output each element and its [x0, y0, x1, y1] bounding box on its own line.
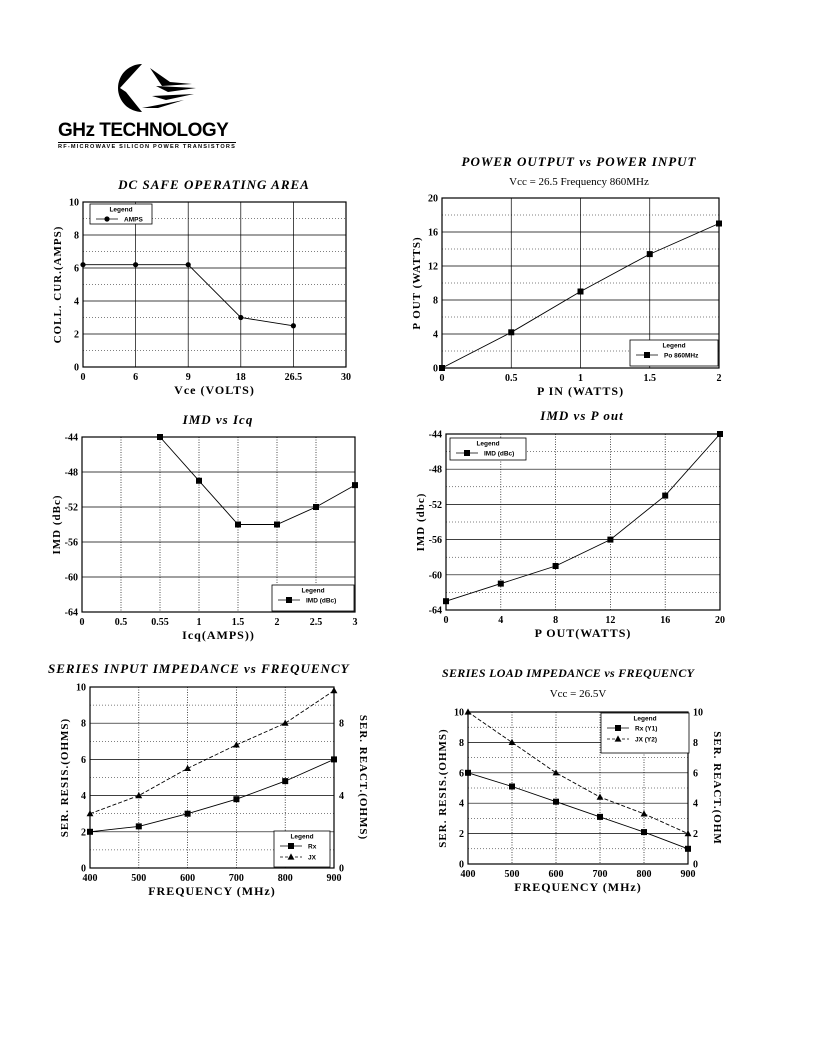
imd-pout-chart [410, 426, 745, 644]
y-tick-label: 6 [81, 754, 86, 766]
y-tick-label: 0 [81, 863, 86, 875]
y2-tick-label: 4 [693, 798, 698, 810]
legend-label: Rx [308, 843, 317, 851]
x-tick-label: 700 [228, 873, 244, 884]
y2-tick-label: 8 [693, 737, 698, 749]
x-axis-label: P IN (WATTS) [536, 384, 625, 398]
y2-tick-label: 0 [693, 859, 698, 871]
legend-marker [104, 216, 109, 221]
y-tick-label: 2 [74, 329, 79, 341]
data-point [80, 262, 85, 267]
y-axis-label: P OUT (WATTS) [411, 236, 423, 330]
legend [630, 340, 718, 366]
data-point [87, 829, 93, 835]
data-point [607, 537, 613, 543]
data-point [235, 522, 241, 528]
x-tick-label: 0.5 [114, 617, 128, 628]
soa-chart [50, 195, 370, 400]
y-axis-label: IMD (dBc) [51, 494, 63, 555]
legend [601, 713, 689, 753]
legend-label: AMPS [124, 216, 143, 224]
data-point [553, 563, 559, 569]
data-point [553, 769, 560, 775]
y-tick-label: 20 [428, 193, 438, 205]
legend [274, 831, 330, 867]
data-point [717, 431, 723, 437]
data-point [509, 739, 516, 745]
x-tick-label: 1.5 [231, 617, 245, 628]
y-tick-label: 8 [459, 737, 464, 749]
legend-label: Po 860MHz [664, 352, 699, 360]
data-point [282, 720, 289, 726]
x-tick-label: 400 [82, 873, 98, 884]
series-line [90, 691, 334, 814]
y-tick-label: 0 [433, 363, 438, 375]
y-tick-label: 4 [81, 791, 86, 803]
x-tick-label: 500 [504, 869, 520, 880]
data-point [331, 756, 337, 762]
data-point [184, 765, 191, 771]
x-axis-label: FREQUENCY (MHz) [514, 880, 642, 894]
y-tick-label: -60 [428, 570, 442, 582]
data-point [282, 778, 288, 784]
legend [90, 204, 152, 224]
y-tick-label: 2 [81, 827, 86, 839]
company-logo [58, 62, 248, 154]
logo-mark [112, 62, 252, 114]
y-tick-label: 10 [69, 197, 79, 209]
data-point [331, 687, 338, 693]
legend-title: Legend [301, 587, 325, 595]
y-tick-label: -64 [428, 605, 442, 617]
x-tick-label: 20 [715, 615, 725, 626]
legend-title: Legend [633, 715, 657, 723]
x-tick-label: 900 [680, 869, 696, 880]
y-tick-label: -64 [64, 607, 78, 619]
legend-label: IMD (dBc) [306, 597, 337, 605]
y2-tick-label: 8 [339, 718, 344, 730]
legend-title: Legend [476, 440, 500, 448]
y2-tick-label: 2 [693, 829, 698, 841]
y-tick-label: 16 [428, 227, 438, 239]
y-tick-label: -60 [64, 572, 78, 584]
data-point [133, 262, 138, 267]
y-tick-label: -56 [428, 535, 442, 547]
x-tick-label: 600 [180, 873, 196, 884]
logo-wordmark: GHz TECHNOLOGY [58, 120, 229, 141]
x-tick-label: 30 [341, 372, 351, 383]
x-tick-label: 16 [660, 615, 671, 626]
x-tick-label: 6 [133, 372, 139, 383]
series-line [160, 437, 355, 525]
logo-tagline: RF-MICROWAVE SILICON POWER TRANSISTORS [58, 144, 237, 150]
pout-pin-chart-subtitle: Vcc = 26.5 Frequency 860MHz [509, 176, 649, 188]
x-tick-label: 0 [439, 373, 445, 384]
series-jx [87, 687, 338, 816]
data-point [597, 794, 604, 800]
data-point [553, 799, 559, 805]
y-tick-label: -44 [428, 429, 442, 441]
x-tick-label: 700 [592, 869, 608, 880]
legend-marker [615, 725, 621, 731]
x-tick-label: 1 [196, 617, 202, 628]
pout-pin-chart [405, 192, 745, 402]
y-tick-label: -48 [428, 464, 442, 476]
x-axis-label: Icq(AMPS)) [182, 628, 255, 642]
y-tick-label: 8 [81, 718, 86, 730]
x-tick-label: 900 [326, 873, 342, 884]
y-tick-label: 6 [74, 263, 79, 275]
y-tick-label: 2 [459, 829, 464, 841]
y2-axis-label: SER. REACT.(OHMS) [357, 714, 369, 841]
data-point [578, 289, 584, 295]
x-tick-label: 0.5 [505, 373, 518, 384]
legend-marker [286, 597, 292, 603]
y-tick-label: -48 [64, 467, 78, 479]
y-tick-label: -52 [64, 502, 78, 514]
data-point [274, 522, 280, 528]
x-tick-label: 9 [185, 372, 191, 383]
data-point [597, 814, 603, 820]
data-point [509, 783, 515, 789]
y-tick-label: 0 [74, 362, 79, 374]
x-tick-label: 2.5 [309, 617, 323, 628]
y-axis-label: COLL. CUR.(AMPS) [52, 225, 64, 344]
y-tick-label: 10 [76, 682, 86, 694]
legend [450, 438, 526, 460]
x-tick-label: 1 [578, 373, 583, 384]
data-point [291, 323, 296, 328]
y-tick-label: 12 [428, 261, 438, 273]
data-point [136, 823, 142, 829]
data-point [196, 478, 202, 484]
x-tick-label: 0 [79, 617, 85, 628]
data-point [313, 504, 319, 510]
series-line [468, 773, 688, 849]
x-tick-label: 26.5 [284, 372, 303, 383]
data-point [439, 365, 445, 371]
grid [83, 202, 346, 367]
legend [272, 585, 354, 611]
x-axis-label: Vce (VOLTS) [174, 383, 255, 397]
x-tick-label: 18 [235, 372, 246, 383]
x-tick-label: 0 [443, 615, 449, 626]
legend-label: JX (Y2) [635, 736, 658, 744]
imd-pout-chart-title: IMD vs P out [540, 408, 624, 423]
x-tick-label: 1.5 [643, 373, 656, 384]
data-point [662, 493, 668, 499]
x-tick-label: 800 [636, 869, 652, 880]
data-point [186, 262, 191, 267]
pout-pin-chart-title: POWER OUTPUT vs POWER INPUT [461, 154, 697, 169]
load-imp-chart-title: SERIES LOAD IMPEDANCE vs FREQUENCY [442, 666, 695, 680]
legend-title: Legend [109, 206, 133, 214]
legend-title: Legend [662, 342, 686, 350]
data-point [185, 811, 191, 817]
imd-icq-chart-title: IMD vs Icq [182, 412, 254, 427]
legend-marker [464, 450, 470, 456]
x-tick-label: 500 [131, 873, 147, 884]
y-tick-label: 0 [459, 859, 464, 871]
data-point [233, 741, 240, 747]
data-point [443, 598, 449, 604]
y2-tick-label: 0 [339, 863, 344, 875]
y-tick-label: 6 [459, 768, 464, 780]
series-rx-y1- [465, 770, 691, 852]
x-tick-label: 600 [548, 869, 564, 880]
x-tick-label: 0 [80, 372, 86, 383]
x-axis-label: FREQUENCY (MHz) [148, 884, 276, 898]
x-tick-label: 2 [274, 617, 280, 628]
data-point [685, 830, 692, 836]
y2-axis-label: SER. REACT.(OHM [711, 731, 723, 845]
y-tick-label: 4 [459, 798, 464, 810]
legend-label: IMD (dBc) [484, 450, 515, 458]
data-point [716, 221, 722, 227]
data-point [647, 251, 653, 257]
data-point [508, 329, 514, 335]
y2-tick-label: 10 [693, 707, 703, 719]
input-imp-chart [50, 680, 380, 902]
y-tick-label: 4 [433, 329, 438, 341]
x-tick-label: 2 [716, 373, 722, 384]
data-point [135, 792, 142, 798]
legend-marker [644, 352, 650, 358]
y-axis-label: SER. RESIS.(OHMS) [437, 728, 449, 848]
data-point [233, 796, 239, 802]
y-tick-label: -52 [428, 499, 442, 511]
legend-title: Legend [290, 833, 314, 841]
y-tick-label: -56 [64, 537, 78, 549]
data-point [685, 846, 691, 852]
x-tick-label: 8 [553, 615, 559, 626]
data-point [157, 434, 163, 440]
x-axis-label: P OUT(WATTS) [534, 626, 632, 640]
imd-icq-chart [50, 430, 370, 645]
y-tick-label: 8 [433, 295, 438, 307]
legend-label: Rx (Y1) [635, 725, 658, 733]
load-imp-chart-subtitle: Vcc = 26.5V [549, 688, 607, 700]
legend-marker [288, 843, 294, 849]
x-tick-label: 4 [498, 615, 504, 626]
data-point [465, 770, 471, 776]
x-tick-label: 3 [352, 617, 358, 628]
data-point [238, 315, 243, 320]
x-tick-label: 12 [605, 615, 616, 626]
data-point [352, 482, 358, 488]
x-tick-label: 400 [460, 869, 476, 880]
y2-tick-label: 6 [693, 768, 698, 780]
input-imp-chart-title: SERIES INPUT IMPEDANCE vs FREQUENCY [48, 661, 350, 676]
y-tick-label: -44 [64, 432, 78, 444]
legend-label: JX [308, 854, 316, 862]
series-imd-dbc- [157, 434, 358, 528]
data-point [498, 581, 504, 587]
soa-chart-title: DC SAFE OPERATING AREA [118, 177, 310, 192]
y-axis-label: IMD (dbc) [415, 492, 427, 552]
x-tick-label: 800 [277, 873, 293, 884]
y-tick-label: 4 [74, 296, 79, 308]
y-tick-label: 8 [74, 230, 79, 242]
x-tick-label: 0.55 [151, 617, 169, 628]
data-point [641, 829, 647, 835]
y-axis-label: SER. RESIS.(OHMS) [59, 717, 71, 838]
load-imp-chart [425, 700, 760, 905]
y2-tick-label: 4 [339, 791, 344, 803]
y-tick-label: 10 [454, 707, 464, 719]
